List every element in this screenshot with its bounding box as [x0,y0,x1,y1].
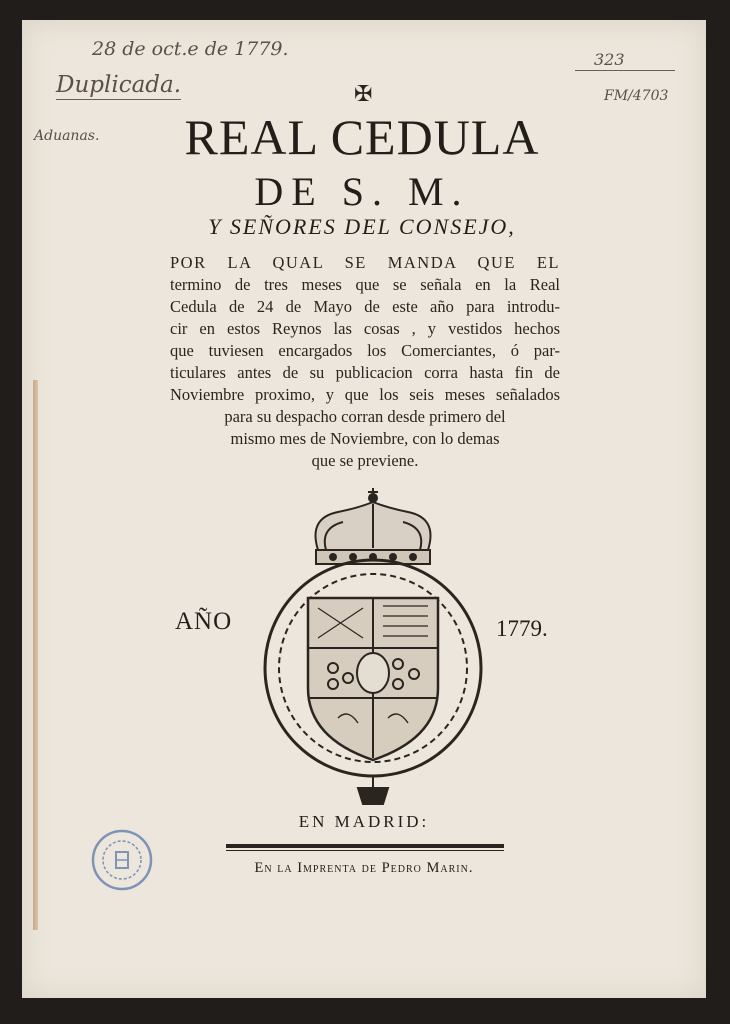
title-consejo: Y SEÑORES DEL CONSEJO, [208,214,516,239]
title-de-sm: DE S. M. [254,169,470,214]
body-line: termino de tres meses que se señala en la Real [170,275,560,294]
year-value: 1779. [496,616,548,641]
handwritten-duplicada-note: Duplicada. [56,72,182,98]
title-real-cedula: REAL CEDULA [184,109,540,165]
body-line: POR LA QUAL SE MANDA QUE EL [170,253,560,272]
year-label: AÑO [175,608,233,635]
cross-icon: ✠ [354,81,373,106]
decree-summary [170,252,560,472]
royal-coat-of-arms-icon [248,488,498,808]
body-line: Noviembre proximo, y que los seis meses señalados [170,385,560,404]
imprint-rule-thin [226,850,504,851]
imprint-place: EN MADRID: [298,812,430,831]
handwritten-date-note: 28 de oct.e de 1779. [92,38,289,60]
handwritten-reference: FM/4703 [604,88,669,104]
handwritten-aduanas-note: Aduanas. [34,128,100,144]
imprint-rule [226,844,504,848]
body-line: mismo mes de Noviembre, con lo demas [230,429,500,448]
body-line: que se previene. [311,451,419,470]
imprint-printer: En la Imprenta de Pedro Marin. [254,860,474,876]
handwritten-page-number: 323 [594,50,625,69]
library-stamp-icon [90,828,154,892]
body-line: para su despacho corran desde primero del [224,407,506,426]
document-page [22,20,706,998]
page-number-underline [575,70,675,71]
binding-edge [33,380,38,930]
body-line: que tuviesen encargados los Comerciantes, ó par- [170,341,560,360]
body-line: Cedula de 24 de Mayo de este año para introdu- [170,297,560,316]
body-line: ticulares antes de su publicacion corra hasta fin de [170,363,560,382]
body-line: cir en estos Reynos las cosas , y vestidos hechos [170,319,560,338]
